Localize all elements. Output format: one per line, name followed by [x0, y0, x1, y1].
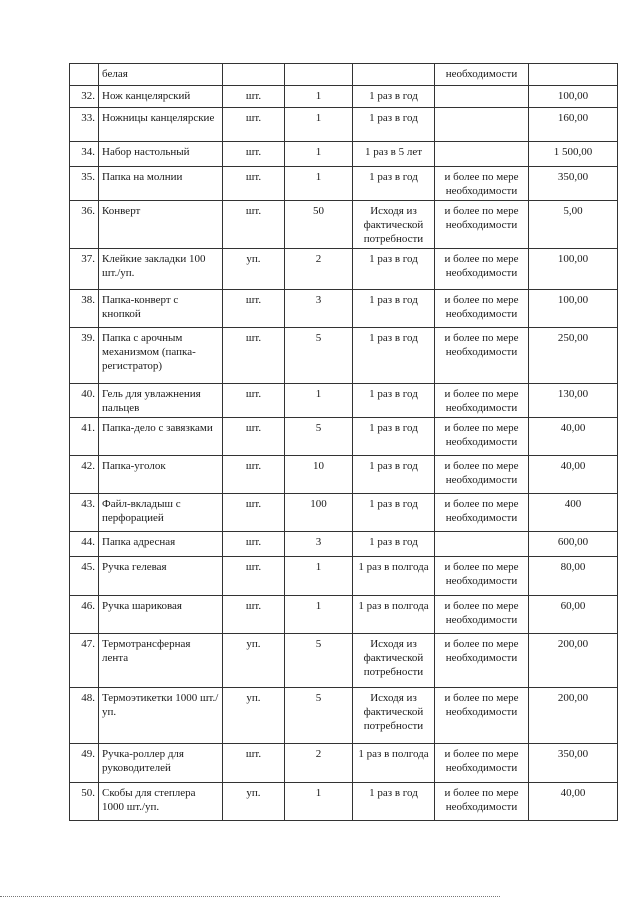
item-note: и более по мере необходимости	[435, 201, 529, 249]
item-frequency: 1 раз в год	[353, 384, 435, 418]
item-frequency: 1 раз в 5 лет	[353, 142, 435, 167]
item-note: и более по мере необходимости	[435, 596, 529, 634]
row-number: 40.	[70, 384, 99, 418]
row-number: 49.	[70, 744, 99, 783]
item-quantity: 1	[285, 86, 353, 108]
item-price: 200,00	[529, 688, 618, 744]
item-frequency: 1 раз в год	[353, 167, 435, 201]
item-price: 350,00	[529, 167, 618, 201]
item-quantity: 5	[285, 688, 353, 744]
table-row	[70, 290, 618, 328]
item-unit: уп.	[223, 783, 285, 821]
item-note: и более по мере необходимости	[435, 167, 529, 201]
item-price: 100,00	[529, 290, 618, 328]
item-name: Папка-дело с завязками	[99, 418, 223, 456]
item-frequency: 1 раз в год	[353, 456, 435, 494]
item-quantity: 3	[285, 532, 353, 557]
item-unit: шт.	[223, 532, 285, 557]
row-number: 34.	[70, 142, 99, 167]
item-quantity: 1	[285, 384, 353, 418]
table-row	[70, 783, 618, 821]
item-frequency: Исходя из фактической потребности	[353, 634, 435, 688]
item-unit: шт.	[223, 86, 285, 108]
item-frequency: 1 раз в год	[353, 86, 435, 108]
item-price: 100,00	[529, 86, 618, 108]
item-quantity: 1	[285, 783, 353, 821]
item-price: 100,00	[529, 249, 618, 290]
item-unit: шт.	[223, 290, 285, 328]
table-row	[70, 456, 618, 494]
item-name: Нож канцелярский	[99, 86, 223, 108]
item-frequency: 1 раз в полгода	[353, 557, 435, 596]
row-number	[70, 64, 99, 86]
supplies-table	[69, 63, 618, 821]
row-number: 37.	[70, 249, 99, 290]
item-frequency: 1 раз в полгода	[353, 744, 435, 783]
table-row	[70, 557, 618, 596]
item-frequency: Исходя из фактической потребности	[353, 201, 435, 249]
item-name: Гель для увлажнения пальцев	[99, 384, 223, 418]
item-price: 200,00	[529, 634, 618, 688]
item-name: Ручка гелевая	[99, 557, 223, 596]
item-quantity: 50	[285, 201, 353, 249]
item-price: 130,00	[529, 384, 618, 418]
item-price: 40,00	[529, 456, 618, 494]
item-price: 1 500,00	[529, 142, 618, 167]
item-price: 40,00	[529, 783, 618, 821]
item-price: 250,00	[529, 328, 618, 384]
item-name: Ручка-роллер для руководителей	[99, 744, 223, 783]
item-note: и более по мере необходимости	[435, 688, 529, 744]
row-number: 45.	[70, 557, 99, 596]
item-frequency: 1 раз в год	[353, 328, 435, 384]
item-note: и более по мере необходимости	[435, 494, 529, 532]
item-unit: шт.	[223, 744, 285, 783]
row-number: 42.	[70, 456, 99, 494]
item-note: и более по мере необходимости	[435, 557, 529, 596]
row-number: 44.	[70, 532, 99, 557]
item-quantity: 1	[285, 596, 353, 634]
item-unit: уп.	[223, 688, 285, 744]
item-note: и более по мере необходимости	[435, 783, 529, 821]
item-price: 600,00	[529, 532, 618, 557]
item-quantity	[285, 64, 353, 86]
item-note: и более по мере необходимости	[435, 744, 529, 783]
item-quantity: 2	[285, 744, 353, 783]
item-frequency: 1 раз в год	[353, 249, 435, 290]
item-quantity: 1	[285, 557, 353, 596]
item-quantity: 10	[285, 456, 353, 494]
table-row	[70, 494, 618, 532]
item-note	[435, 142, 529, 167]
item-unit: шт.	[223, 494, 285, 532]
item-note: и более по мере необходимости	[435, 456, 529, 494]
item-quantity: 3	[285, 290, 353, 328]
item-note: и более по мере необходимости	[435, 249, 529, 290]
item-name: Папка-конверт с кнопкой	[99, 290, 223, 328]
item-price	[529, 64, 618, 86]
item-frequency: Исходя из фактической потребности	[353, 688, 435, 744]
item-name: Термотрансферная лента	[99, 634, 223, 688]
table-row	[70, 532, 618, 557]
item-unit	[223, 64, 285, 86]
row-number: 43.	[70, 494, 99, 532]
item-name: Конверт	[99, 201, 223, 249]
item-unit: шт.	[223, 201, 285, 249]
item-frequency: 1 раз в год	[353, 418, 435, 456]
item-note	[435, 108, 529, 142]
table-body	[70, 64, 618, 821]
item-name: Набор настольный	[99, 142, 223, 167]
item-price: 40,00	[529, 418, 618, 456]
item-name: Ножницы канцелярские	[99, 108, 223, 142]
row-number: 38.	[70, 290, 99, 328]
table-row	[70, 744, 618, 783]
row-number: 48.	[70, 688, 99, 744]
item-name: Клейкие закладки 100 шт./уп.	[99, 249, 223, 290]
item-unit: шт.	[223, 384, 285, 418]
item-unit: шт.	[223, 418, 285, 456]
item-quantity: 1	[285, 108, 353, 142]
table-row	[70, 688, 618, 744]
item-quantity: 1	[285, 142, 353, 167]
item-frequency: 1 раз в полгода	[353, 596, 435, 634]
table-row	[70, 328, 618, 384]
item-quantity: 2	[285, 249, 353, 290]
item-frequency: 1 раз в год	[353, 108, 435, 142]
item-name: Папка с арочным механизмом (папка-регистратор)	[99, 328, 223, 384]
item-unit: шт.	[223, 596, 285, 634]
item-name: Ручка шариковая	[99, 596, 223, 634]
item-frequency: 1 раз в год	[353, 532, 435, 557]
row-number: 32.	[70, 86, 99, 108]
page-bottom-dotted-line	[0, 896, 500, 897]
table-row	[70, 384, 618, 418]
table-row	[70, 86, 618, 108]
row-number: 35.	[70, 167, 99, 201]
item-quantity: 1	[285, 167, 353, 201]
item-unit: шт.	[223, 557, 285, 596]
table-row	[70, 108, 618, 142]
item-frequency: 1 раз в год	[353, 783, 435, 821]
item-unit: уп.	[223, 249, 285, 290]
item-frequency: 1 раз в год	[353, 290, 435, 328]
item-quantity: 100	[285, 494, 353, 532]
row-number: 36.	[70, 201, 99, 249]
item-price: 60,00	[529, 596, 618, 634]
table-row	[70, 596, 618, 634]
item-price: 160,00	[529, 108, 618, 142]
table-row	[70, 634, 618, 688]
item-frequency	[353, 64, 435, 86]
item-name: Папка-уголок	[99, 456, 223, 494]
item-frequency: 1 раз в год	[353, 494, 435, 532]
table-row	[70, 167, 618, 201]
item-name: Термоэтикетки 1000 шт./уп.	[99, 688, 223, 744]
item-unit: шт.	[223, 456, 285, 494]
item-name: Папка адресная	[99, 532, 223, 557]
item-note: и более по мере необходимости	[435, 418, 529, 456]
item-note: и более по мере необходимости	[435, 634, 529, 688]
item-note: и более по мере необходимости	[435, 384, 529, 418]
row-number: 47.	[70, 634, 99, 688]
item-name: белая	[99, 64, 223, 86]
item-price: 80,00	[529, 557, 618, 596]
item-note: необходимости	[435, 64, 529, 86]
item-name: Скобы для степлера 1000 шт./уп.	[99, 783, 223, 821]
item-unit: шт.	[223, 142, 285, 167]
table-row-continuation	[70, 64, 618, 86]
item-unit: шт.	[223, 108, 285, 142]
item-unit: уп.	[223, 634, 285, 688]
row-number: 33.	[70, 108, 99, 142]
row-number: 41.	[70, 418, 99, 456]
item-note	[435, 86, 529, 108]
item-quantity: 5	[285, 418, 353, 456]
table-row	[70, 418, 618, 456]
item-name: Файл-вкладыш с перфорацией	[99, 494, 223, 532]
item-note: и более по мере необходимости	[435, 328, 529, 384]
row-number: 39.	[70, 328, 99, 384]
item-name: Папка на молнии	[99, 167, 223, 201]
item-unit: шт.	[223, 328, 285, 384]
item-unit: шт.	[223, 167, 285, 201]
row-number: 46.	[70, 596, 99, 634]
item-price: 5,00	[529, 201, 618, 249]
item-quantity: 5	[285, 634, 353, 688]
table-row	[70, 249, 618, 290]
table-row	[70, 142, 618, 167]
item-note	[435, 532, 529, 557]
item-price: 400	[529, 494, 618, 532]
item-price: 350,00	[529, 744, 618, 783]
item-quantity: 5	[285, 328, 353, 384]
row-number: 50.	[70, 783, 99, 821]
table-row	[70, 201, 618, 249]
item-note: и более по мере необходимости	[435, 290, 529, 328]
